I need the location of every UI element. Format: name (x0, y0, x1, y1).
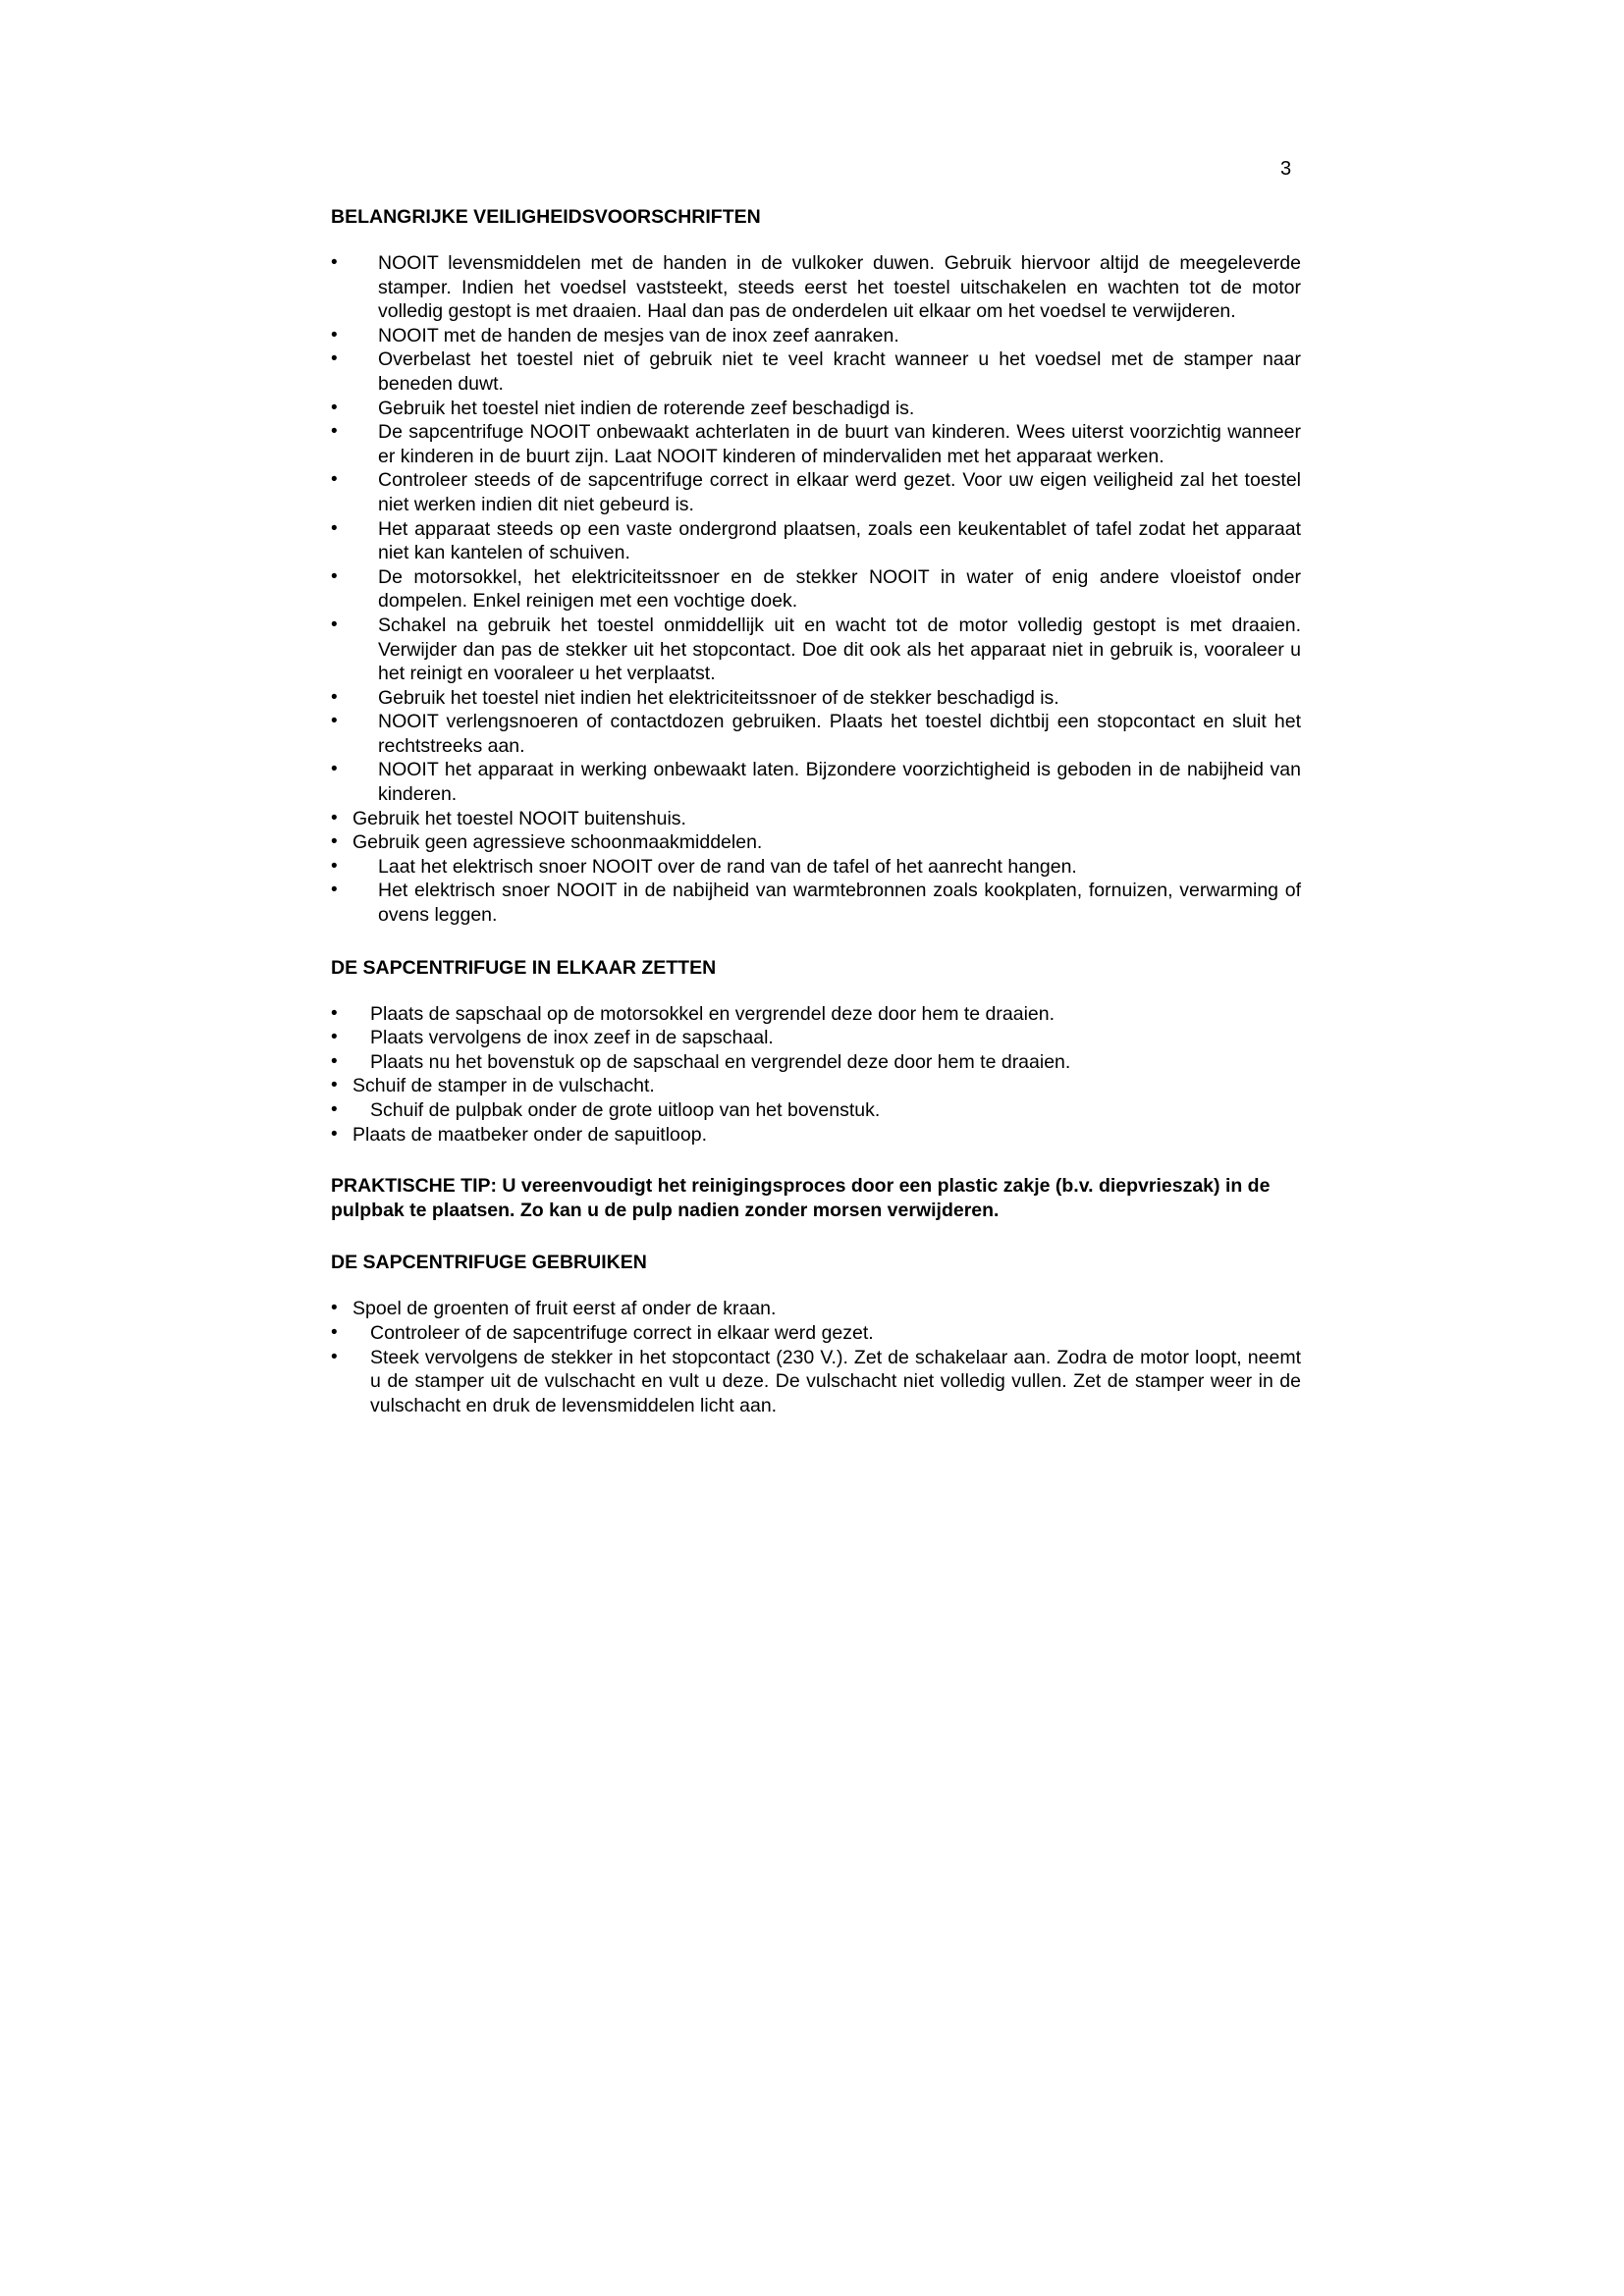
list-item: • Gebruik het toestel niet indien de roterende zeef beschadigd is. (331, 397, 1301, 421)
heading-assembly: DE SAPCENTRIFUGE IN ELKAAR ZETTEN (331, 956, 717, 979)
list-item: • Overbelast het toestel niet of gebruik niet te veel kracht wanneer u het voedsel met de stamper naar beneden duwt. (331, 347, 1301, 396)
list-item: • De motorsokkel, het elektriciteitssnoer en de stekker NOOIT in water of enig andere vloeistof onder dompelen. Enkel reinigen met een vochtige doek. (331, 565, 1301, 614)
list-item: • Gebruik geen agressieve schoonmaakmiddelen. (331, 830, 1301, 855)
practical-tip: PRAKTISCHE TIP: U vereenvoudigt het reinigingsproces door een plastic zakje (b.v. diepvrieszak) in de pulpbak te plaatsen. Zo kan u de pulp nadien zonder morsen verwijderen. (331, 1175, 1271, 1221)
list-item: • Het elektrisch snoer NOOIT in de nabijheid van warmtebronnen zoals kookplaten, fornuizen, verwarming of ovens leggen. (331, 879, 1301, 927)
list-item: • NOOIT met de handen de mesjes van de inox zeef aanraken. (331, 324, 1301, 348)
list-item: • Schuif de pulpbak onder de grote uitloop van het bovenstuk. (331, 1098, 1301, 1123)
list-item: • NOOIT levensmiddelen met de handen in de vulkoker duwen. Gebruik hiervoor altijd de meegeleverde stamper. Indien het voedsel vaststeekt, steeds eerst het toestel uitschakelen en wachten tot de motor volledig gestopt is met draaien. Haal dan pas de onderdelen uit elkaar om het voedsel te verwijderen. (331, 251, 1301, 324)
list-item: • Schakel na gebruik het toestel onmiddellijk uit en wacht tot de motor volledig gestopt is met draaien. Verwijder dan pas de stekker uit het stopcontact. Doe dit ook als het apparaat niet in gebruik is, vooraleer u het reinigt en vooraleer u het verplaatst. (331, 614, 1301, 686)
list-item: • Controleer steeds of de sapcentrifuge correct in elkaar werd gezet. Voor uw eigen veiligheid zal het toestel niet werken indien dit niet gebeurd is. (331, 468, 1301, 516)
list-item: • Controleer of de sapcentrifuge correct in elkaar werd gezet. (331, 1321, 1301, 1346)
safety-list (331, 251, 1301, 928)
list-item: • Plaats vervolgens de inox zeef in de sapschaal. (331, 1026, 1301, 1050)
list-item: • Plaats de sapschaal op de motorsokkel en vergrendel deze door hem te draaien. (331, 1002, 1301, 1027)
list-item: • Spoel de groenten of fruit eerst af onder de kraan. (331, 1297, 1301, 1321)
list-item: • De sapcentrifuge NOOIT onbewaakt achterlaten in de buurt van kinderen. Wees uiterst voorzichtig wanneer er kinderen in de buurt zijn. Laat NOOIT kinderen of mindervaliden met het apparaat werken. (331, 420, 1301, 468)
heading-safety: BELANGRIJKE VEILIGHEIDSVOORSCHRIFTEN (331, 206, 761, 228)
list-item: • Laat het elektrisch snoer NOOIT over de rand van de tafel of het aanrecht hangen. (331, 855, 1301, 880)
heading-usage: DE SAPCENTRIFUGE GEBRUIKEN (331, 1252, 647, 1274)
usage-list (331, 1297, 1301, 1417)
assembly-list (331, 1002, 1301, 1148)
list-item: • NOOIT verlengsnoeren of contactdozen gebruiken. Plaats het toestel dichtbij een stopcontact en sluit het rechtstreeks aan. (331, 710, 1301, 758)
list-item: • NOOIT het apparaat in werking onbewaakt laten. Bijzondere voorzichtigheid is geboden in de nabijheid van kinderen. (331, 758, 1301, 806)
list-item: • Het apparaat steeds op een vaste ondergrond plaatsen, zoals een keukentablet of tafel zodat het apparaat niet kan kantelen of schuiven. (331, 517, 1301, 565)
page-content (331, 204, 1301, 1445)
list-item: • Plaats de maatbeker onder de sapuitloop. (331, 1123, 1301, 1148)
list-item: • Gebruik het toestel niet indien het elektriciteitssnoer of de stekker beschadigd is. (331, 686, 1301, 711)
page-number: 3 (1280, 158, 1292, 180)
list-item: • Gebruik het toestel NOOIT buitenshuis. (331, 807, 1301, 831)
list-item: • Plaats nu het bovenstuk op de sapschaal en vergrendel deze door hem te draaien. (331, 1050, 1301, 1075)
list-item: • Steek vervolgens de stekker in het stopcontact (230 V.). Zet de schakelaar aan. Zodra de motor loopt, neemt u de stamper uit de vulschacht en vult u deze. De vulschacht niet volledig vullen. Zet de stamper weer in de vulschacht en druk de levensmiddelen licht aan. (331, 1346, 1301, 1418)
list-item: • Schuif de stamper in de vulschacht. (331, 1074, 1301, 1098)
